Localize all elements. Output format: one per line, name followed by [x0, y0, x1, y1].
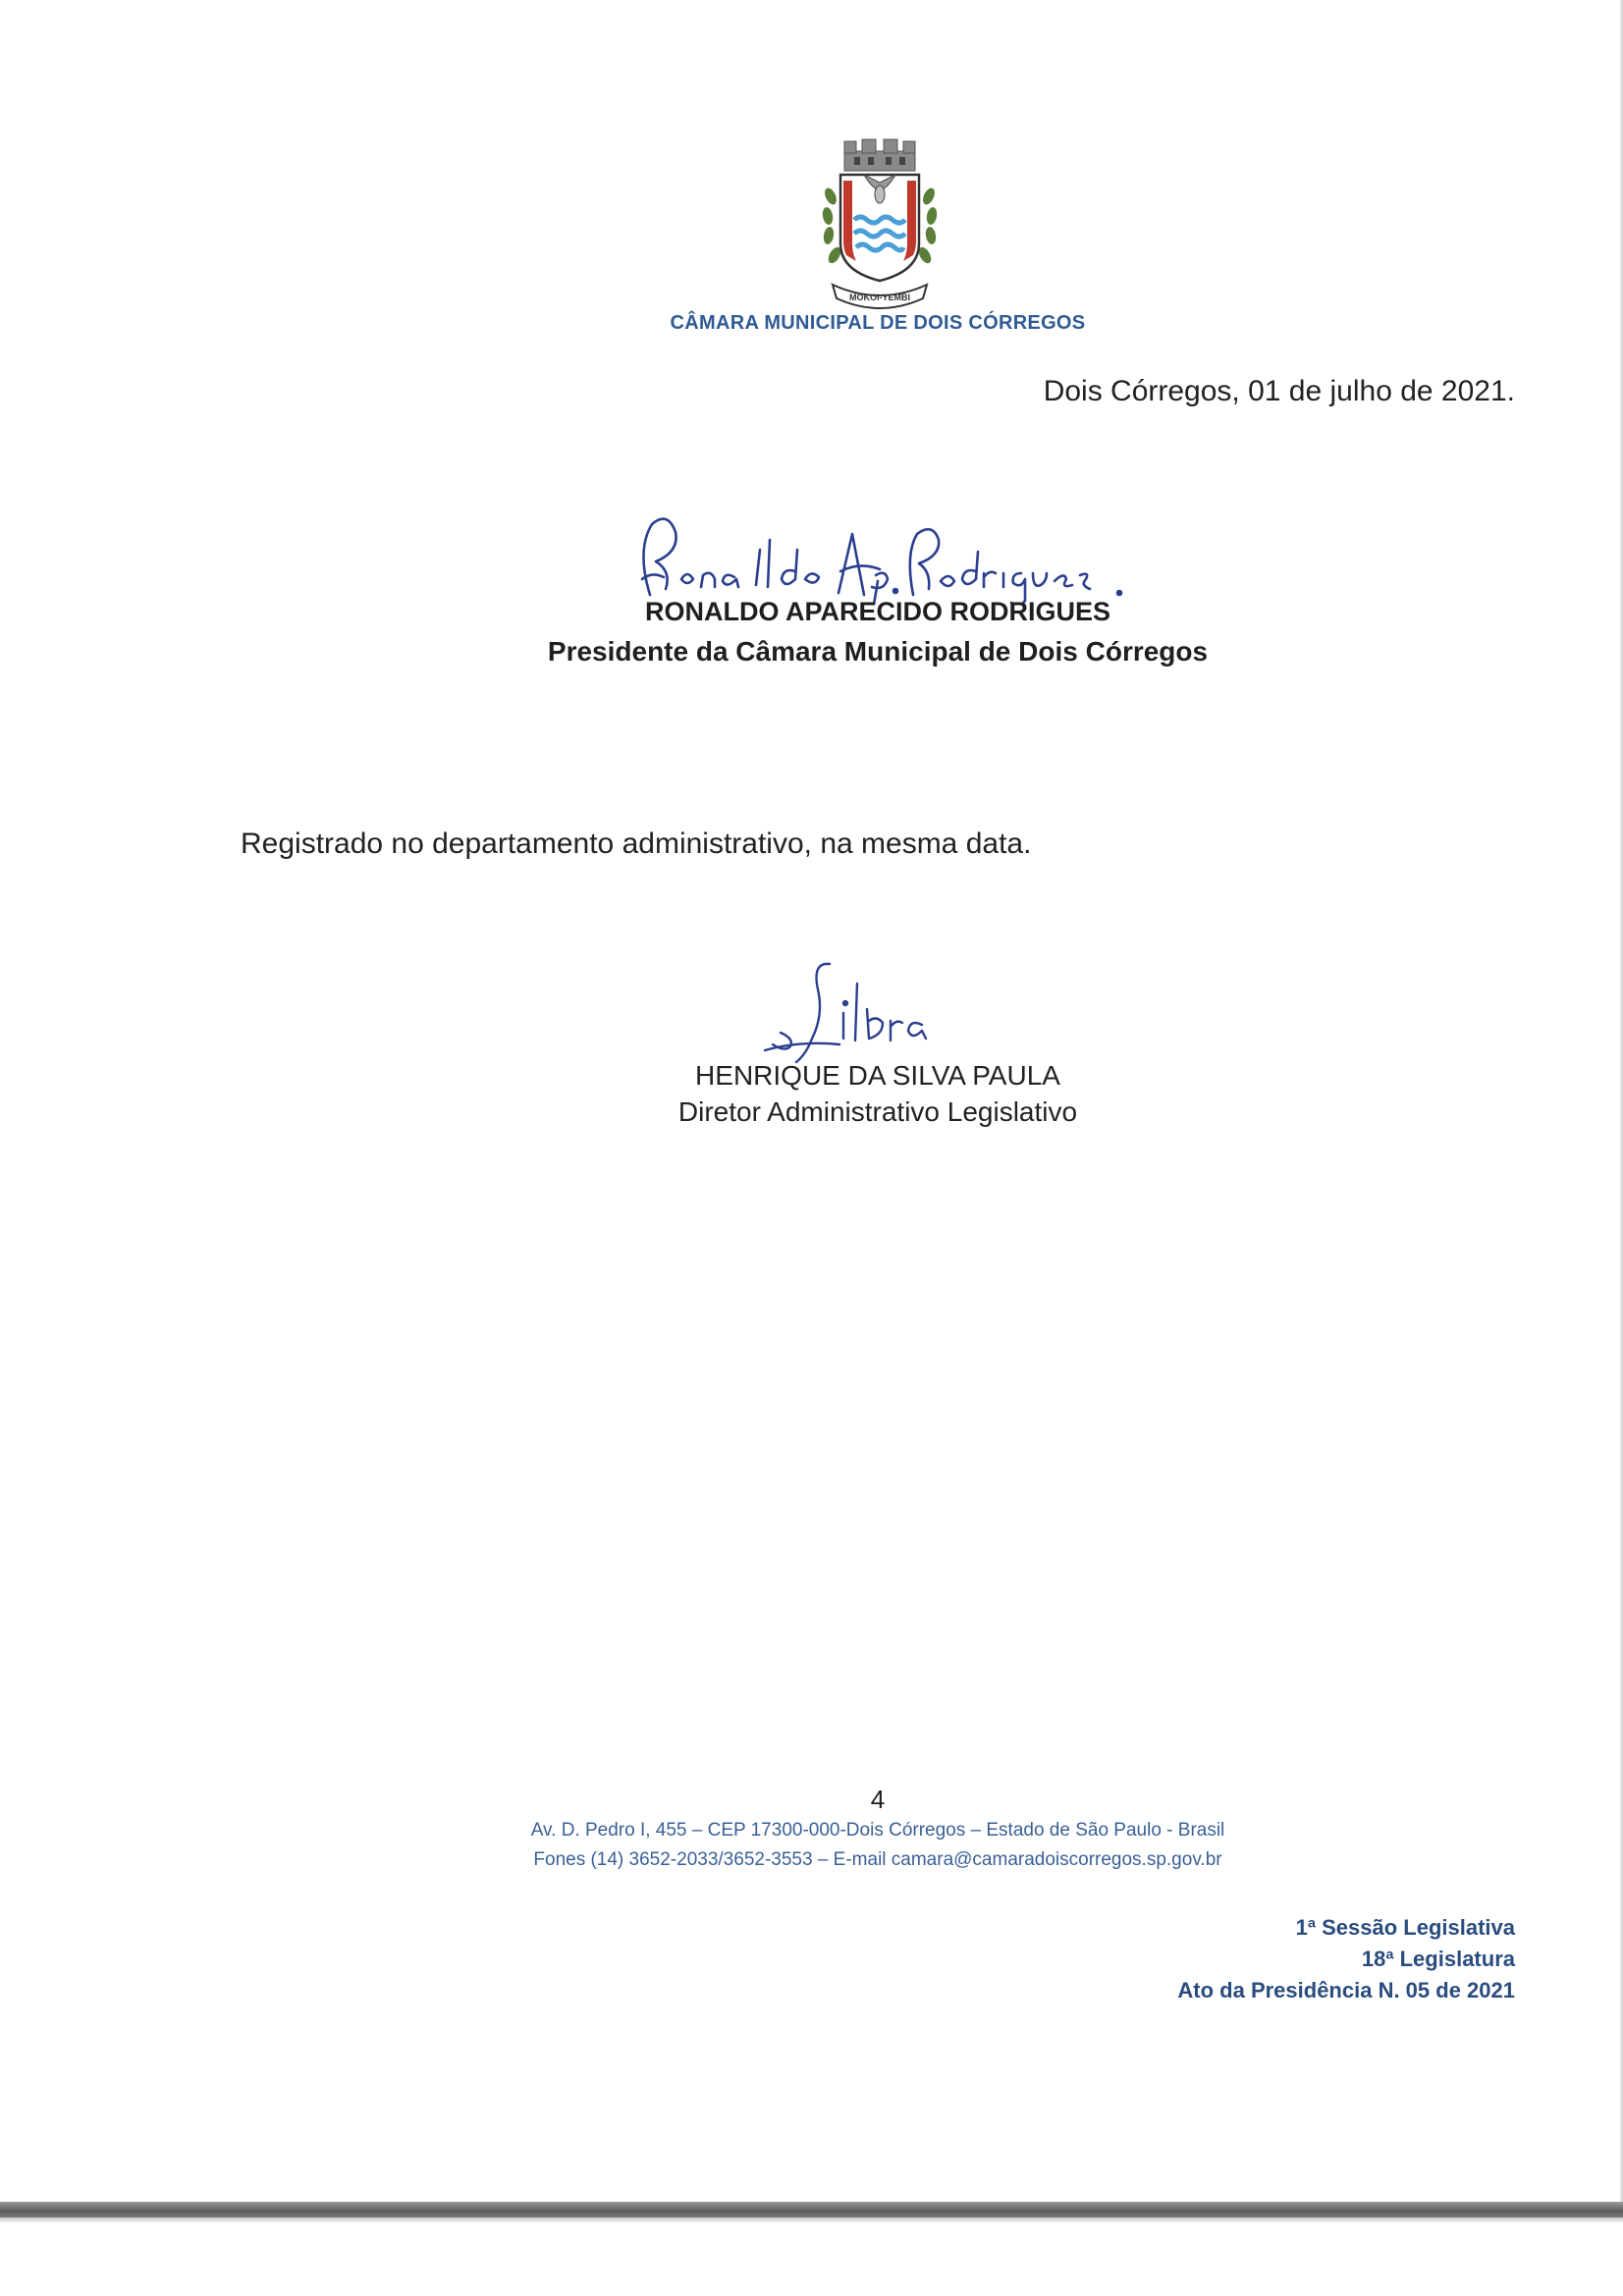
director-signature-text: Silva: [761, 960, 764, 961]
president-signature: [628, 510, 1139, 605]
director-role: Diretor Administrativo Legislativo: [677, 1096, 1078, 1127]
page-number: 4: [870, 1785, 886, 1814]
registry-note: Registrado no departamento administrativo, na mesma data.: [241, 828, 1032, 860]
act-label: Ato da Presidência N. 05 de 2021: [1177, 1978, 1515, 2002]
director-name: HENRIQUE DA SILVA PAULA: [695, 1060, 1060, 1091]
president-role: Presidente da Câmara Municipal de Dois Córregos: [547, 636, 1209, 667]
president-name: RONALDO APARECIDO RODRIGUES: [644, 597, 1111, 626]
president-signature-text: Ronaldo Ap. Rodrigues: [628, 510, 639, 511]
footer-contacts: Fones (14) 3652-2033/3652-3553 – E-mail camara@camaradoiscorregos.sp.gov.br: [533, 1849, 1222, 1870]
crest-motto: MOKOI-YEMBI: [849, 293, 910, 302]
place-date: Dois Córregos, 01 de julho de 2021.: [1043, 375, 1515, 407]
scan-bottom-shadow: [0, 2217, 1623, 2223]
municipal-coat-of-arms-icon: [811, 137, 948, 314]
session-info: [1177, 1912, 1515, 2006]
scan-bottom-bar: [0, 2202, 1623, 2217]
footer-address: Av. D. Pedro I, 455 – CEP 17300-000-Dois Córregos – Estado de São Paulo - Brasil: [530, 1820, 1225, 1841]
session-label: 1ª Sessão Legislativa: [1295, 1915, 1515, 1940]
organization-name: CÂMARA MUNICIPAL DE DOIS CÓRREGOS: [670, 312, 1086, 334]
legislature-label: 18ª Legislatura: [1361, 1947, 1515, 1971]
director-signature: [761, 960, 928, 1064]
